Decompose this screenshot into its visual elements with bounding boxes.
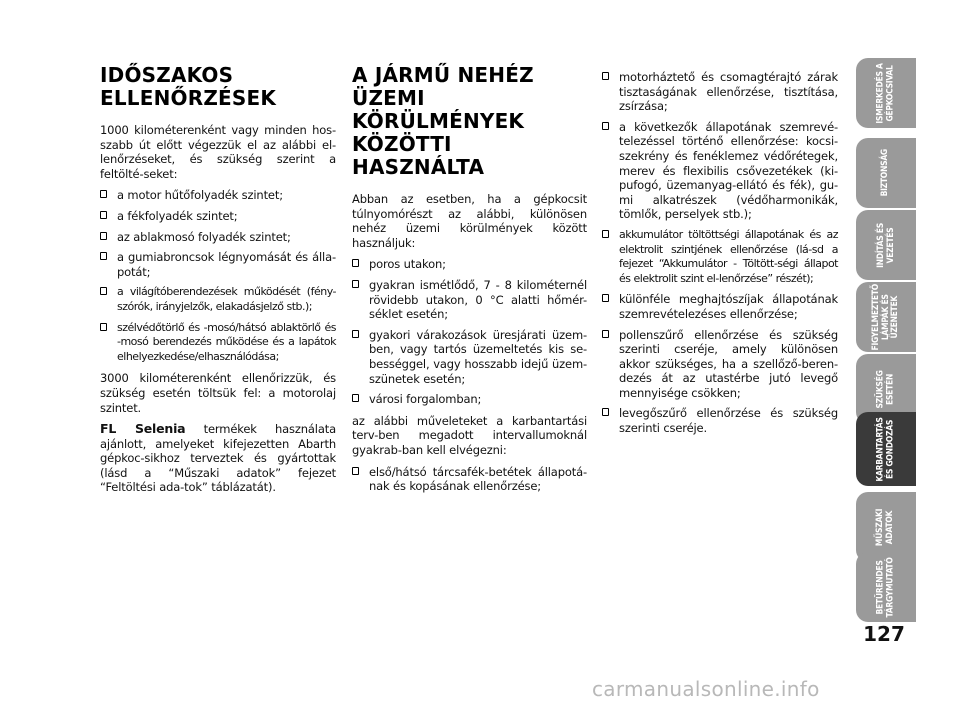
operations-list-continued	[602, 70, 838, 436]
tab-safety[interactable]: BIZTONSÁG	[856, 138, 916, 208]
list-item: motorháztető és csomagtérajtó zárak tisztaságának ellenőrzése, tisztítása, zsírzása;	[602, 70, 838, 114]
list-item: levegőszűrő ellenőrzése és szükség szerinti cseréje.	[602, 406, 838, 435]
intro-paragraph: Abban az esetben, ha a gépkocsit túlnyomórészt az alábbi, különösen nehéz üzemi körülmények között használjuk:	[352, 192, 587, 250]
page-number: 127	[863, 622, 905, 646]
column-heavy-conditions	[352, 64, 587, 501]
list-item: gyakran ismétlődő, 7 - 8 kilométernél rövidebb utakon, 0 °C alatti hőmér-séklet esetén;	[352, 278, 587, 322]
brand-name: FL Selenia	[100, 421, 186, 437]
checkbox-bullet-icon	[100, 232, 107, 240]
list-item: a világítóberendezések működését (fény-szórók, irányjelzők, elakadásjelző stb.);	[100, 285, 336, 314]
checkbox-bullet-icon	[100, 287, 107, 295]
column-operations-continued	[602, 70, 838, 443]
checkbox-bullet-icon	[352, 394, 359, 402]
oil-check-paragraph: 3000 kilométerenként ellenőrizzük, és szükség esetén töltsük fel: a motorolaj szintet.	[100, 371, 336, 415]
tab-maintenance-active[interactable]: KARBANTARTÁS ÉS GONDOZÁS	[856, 412, 916, 486]
checkbox-bullet-icon	[352, 467, 359, 475]
list-item: szélvédőtörlő és -mosó/hátsó ablaktörlő és -mosó berendezés működése és a lapátok elhelyezkedése/elhasználódása;	[100, 321, 336, 365]
list-item: poros utakon;	[352, 257, 587, 272]
list-item: a következők állapotának szemrevé-telezéssel történő ellenőrzése: kocsi-szekrény és fenéklemez védőrétegek, merev és flexibilis csővezetékek (ki-pufogó, üzemanyag-ellátó és fék), gu-mi alkatrészek (védőharmonikák, tömlők, perselyek stb.);	[602, 120, 838, 222]
checkbox-bullet-icon	[352, 259, 359, 267]
list-item: az ablakmosó folyadék szintet;	[100, 230, 336, 245]
section-title-heavy-conditions: A JÁRMŰ NEHÉZ ÜZEMI KÖRÜLMÉNYEK KÖZÖTTI HASZNÁLTA	[352, 63, 534, 179]
checkbox-bullet-icon	[602, 408, 609, 416]
operations-list	[352, 465, 587, 494]
list-item: városi forgalomban;	[352, 392, 587, 407]
checkbox-bullet-icon	[100, 323, 107, 331]
list-item: pollenszűrő ellenőrzése és szükség szerinti cseréje, amely különösen akkor szükséges, ha a szellőző-beren-dezés át az utastérbe jutó levegő mennyisége csökken;	[602, 328, 838, 401]
list-item: a motor hűtőfolyadék szintet;	[100, 188, 336, 203]
checkbox-bullet-icon	[602, 330, 609, 338]
tab-warning-lights[interactable]: FIGYELMEZTETŐ LÁMPÁK ÉS ÜZENETEK	[856, 282, 916, 352]
check-list	[100, 188, 336, 364]
checkbox-bullet-icon	[602, 122, 609, 130]
list-item: a fékfolyadék szintet;	[100, 209, 336, 224]
checkbox-bullet-icon	[100, 190, 107, 198]
operations-paragraph: az alábbi műveleteket a karbantartási terv-ben megadott intervallumoknál gyakrab-ban kell elvégezni:	[352, 413, 587, 457]
list-item: különféle meghajtószíjak állapotának szemrevételezéses ellenőrzése;	[602, 292, 838, 321]
checkbox-bullet-icon	[352, 330, 359, 338]
tab-starting-driving[interactable]: INDÍTÁS ÉS VEZETÉS	[856, 210, 916, 280]
tab-emergency[interactable]: SZÜKSÉG ESETÉN	[856, 354, 916, 424]
watermark: carmanualsonline.info	[592, 677, 820, 701]
tab-getting-to-know[interactable]: ISMERKEDÉS A GÉPKOCSIVAL	[856, 58, 916, 128]
list-item: akkumulátor töltöttségi állapotának és az elektrolit szintjének ellenőrzése (lá-sd a fejezet “Akkumulátor - Töltött-ségi állapot és elektrolit szint el-lenőrzése” részét);	[602, 228, 838, 286]
list-item: első/hátsó tárcsafék-betétek állapotá-nak és kopásának ellenőrzése;	[352, 465, 587, 494]
section-title-periodic-checks: IDŐSZAKOS ELLENŐRZÉSEK	[100, 63, 277, 110]
checkbox-bullet-icon	[100, 252, 107, 260]
list-item: gyakori várakozások üresjárati üzem-ben, vagy tartós üzemeltetés kis se-bességgel, vagy hosszabb idejű üzem-szünetek esetén;	[352, 328, 587, 386]
tab-technical-data[interactable]: MŰSZAKI ADATOK	[856, 492, 916, 562]
condition-list	[352, 257, 587, 406]
brand-paragraph: FL Selenia termékek használata ajánlott, amelyeket kifejezetten Abarth gépkoc-sikhoz terveztek és gyártottak (lásd a “Műszaki adatok” fejezet “Feltöltési ada-tok” táblázatát).	[100, 421, 336, 495]
checkbox-bullet-icon	[602, 72, 609, 80]
checkbox-bullet-icon	[602, 230, 609, 238]
checkbox-bullet-icon	[352, 280, 359, 288]
checkbox-bullet-icon	[100, 211, 107, 219]
column-periodic-checks	[100, 64, 336, 502]
checkbox-bullet-icon	[602, 294, 609, 302]
list-item: a gumiabroncsok légnyomását és álla-potát;	[100, 250, 336, 279]
tab-index[interactable]: BETŰRENDES TÁRGYMUTATÓ	[856, 552, 916, 622]
intro-paragraph: 1000 kilométerenként vagy minden hos-szabb út előtt végezzük el az alábbi el-lenőrzéseket, és szükség szerint a feltölté-seket:	[100, 123, 336, 181]
